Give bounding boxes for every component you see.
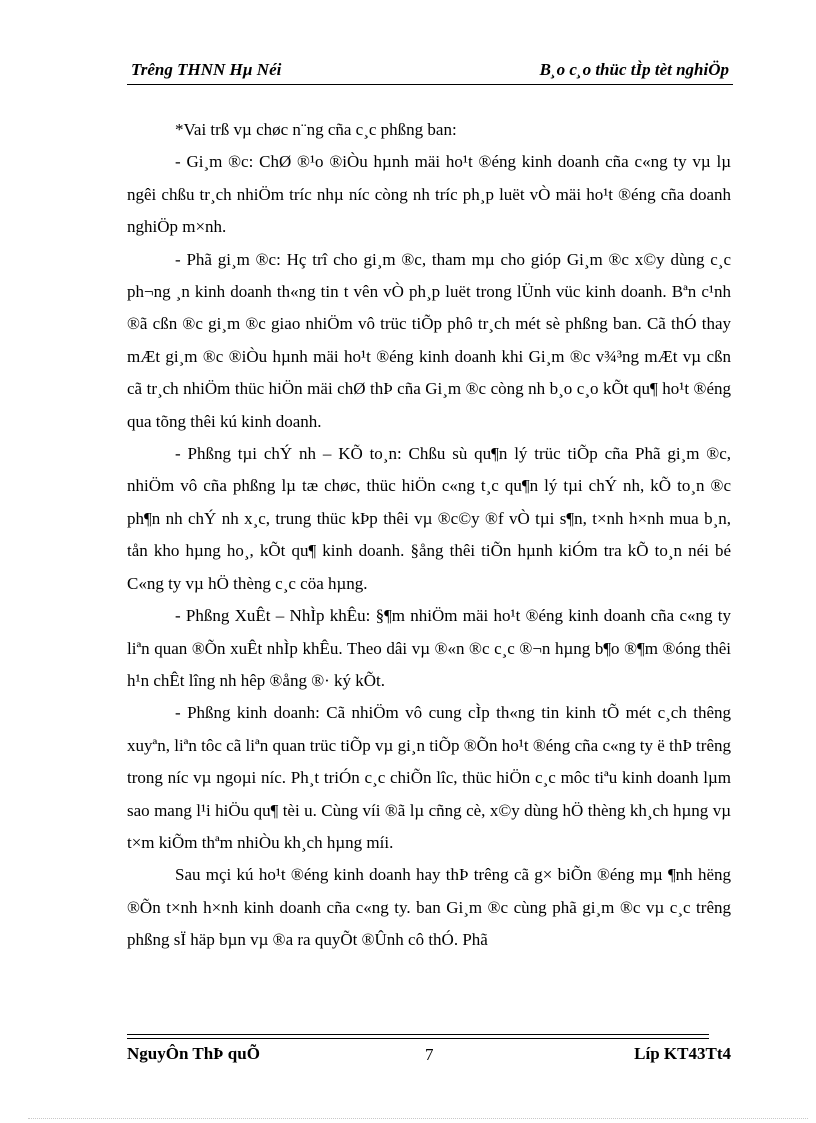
report-title: B¸o c¸o thüc tÌp tèt nghiÖp xyxy=(539,60,729,79)
school-name: Trêng THNN Hµ Néi xyxy=(131,60,282,79)
document-body xyxy=(127,114,731,957)
paragraph-business-dept: - Phßng kinh doanh: Cã nhiÖm vô cung cÌp th«ng tin kinh tÕ mét c¸ch thêng xuyªn, liªn tôc cã liªn quan trüc tiÕp vµ gi¸n tiÕp ®Õn ho¹t ®éng cña c«ng ty ë thÞ trêng trong níc vµ ngoµi níc. Ph¸t triÓn c¸c chiÕn lîc, thüc hiÖn c¸c môc tiªu kinh doanh lµm sao mang l¹i hiÖu qu¶ tèi u. Cùng víi ®ã lµ cñng cè, x©y dùng hÖ thèng kh¸ch hµng vµ t×m kiÕm thªm nhiÒu kh¸ch hµng míi. xyxy=(127,703,731,852)
header-divider xyxy=(127,84,733,85)
class-code: Líp KT43Tt4 xyxy=(634,1044,731,1063)
paragraph-import-export: - Phßng XuÊt – NhÌp khÊu: §¶m nhiÖm mäi ho¹t ®éng kinh doanh cña c«ng ty liªn quan ®Õn xuÊt nhÌp khÊu. Theo dâi vµ ®«n ®c c¸c ®¬n hµng b¶o ®¶m ®óng thêi h¹n chÊt lîng nh hêp ®ång ®· ký kÕt. xyxy=(127,606,731,690)
footer-divider-top xyxy=(127,1034,709,1035)
page-header xyxy=(127,58,733,84)
page-bottom-border xyxy=(28,1118,808,1119)
paragraph-finance-accounting: - Phßng tµi chÝ nh – KÕ to¸n: Chßu sù qu¶n lý trüc tiÕp cña Phã gi¸m ®c, nhiÖm vô cña phßng lµ tæ chøc, thüc hiÖn c«ng t¸c qu¶n lý tµi chÝ nh, kÕ to¸n ®c ph¶n nh chÝ nh x¸c, trung thüc kÞp thêi vµ ®c©y ®f vÒ tµi s¶n, t×nh h×nh mua b¸n, tån kho hµng ho¸, kÕt qu¶ kinh doanh. §ång thêi tiÕn hµnh kiÓm tra kÕ to¸n néi bé C«ng ty vµ hÖ thèng c¸c cöa hµng. xyxy=(127,444,731,593)
page-footer xyxy=(127,1044,731,1070)
footer-divider-bottom xyxy=(127,1038,709,1039)
page-number: 7 xyxy=(425,1045,434,1064)
author-name: NguyÔn ThÞ quÕ xyxy=(127,1044,260,1063)
paragraph-deputy-director: - Phã gi¸m ®c: Hç trî cho gi¸m ®c, tham mµ cho gióp Gi¸m ®c x©y dùng c¸c ph¬ng ¸n kinh doanh th«ng tin t vên vÒ ph¸p luët trong lÜnh vüc kinh doanh. Bªn c¹nh ®ã cßn ®c gi¸m ®c giao nhiÖm vô trüc tiÕp phô tr¸ch mét sè phßng ban. Cã thÓ thay mÆt gi¸m ®c ®iÒu hµnh mäi ho¹t ®éng kinh doanh khi Gi¸m ®c v¾³ng mÆt vµ cßn cã tr¸ch nhiÖm thüc hiÖn mäi chØ thÞ cña Gi¸m ®c còng nh b¸o c¸o kÕt qu¶ ho¹t ®éng qua tõng thêi kú kinh doanh. xyxy=(127,249,731,431)
paragraph-director: - Gi¸m ®c: ChØ ®¹o ®iÒu hµnh mäi ho¹t ®éng kinh doanh cña c«ng ty vµ lµ ngêi chßu tr¸ch nhiÖm tríc nhµ níc còng nh tríc ph¸p luët vÒ mäi ho¹t ®éng cña doanh nghiÖp m×nh. xyxy=(127,152,731,237)
section-heading: *Vai trß vµ chøc n¨ng cña c¸c phßng ban: xyxy=(175,120,457,139)
paragraph-summary: Sau mçi kú ho¹t ®éng kinh doanh hay thÞ trêng cã g× biÕn ®éng mµ ¶nh hëng ®Õn t×nh h×nh kinh doanh cña c«ng ty. ban Gi¸m ®c cùng phã gi¸m ®c vµ c¸c trêng phßng sÏ häp bµn vµ ®a ra quyÕt ®Ûnh cô thÓ. Phã xyxy=(127,865,731,950)
